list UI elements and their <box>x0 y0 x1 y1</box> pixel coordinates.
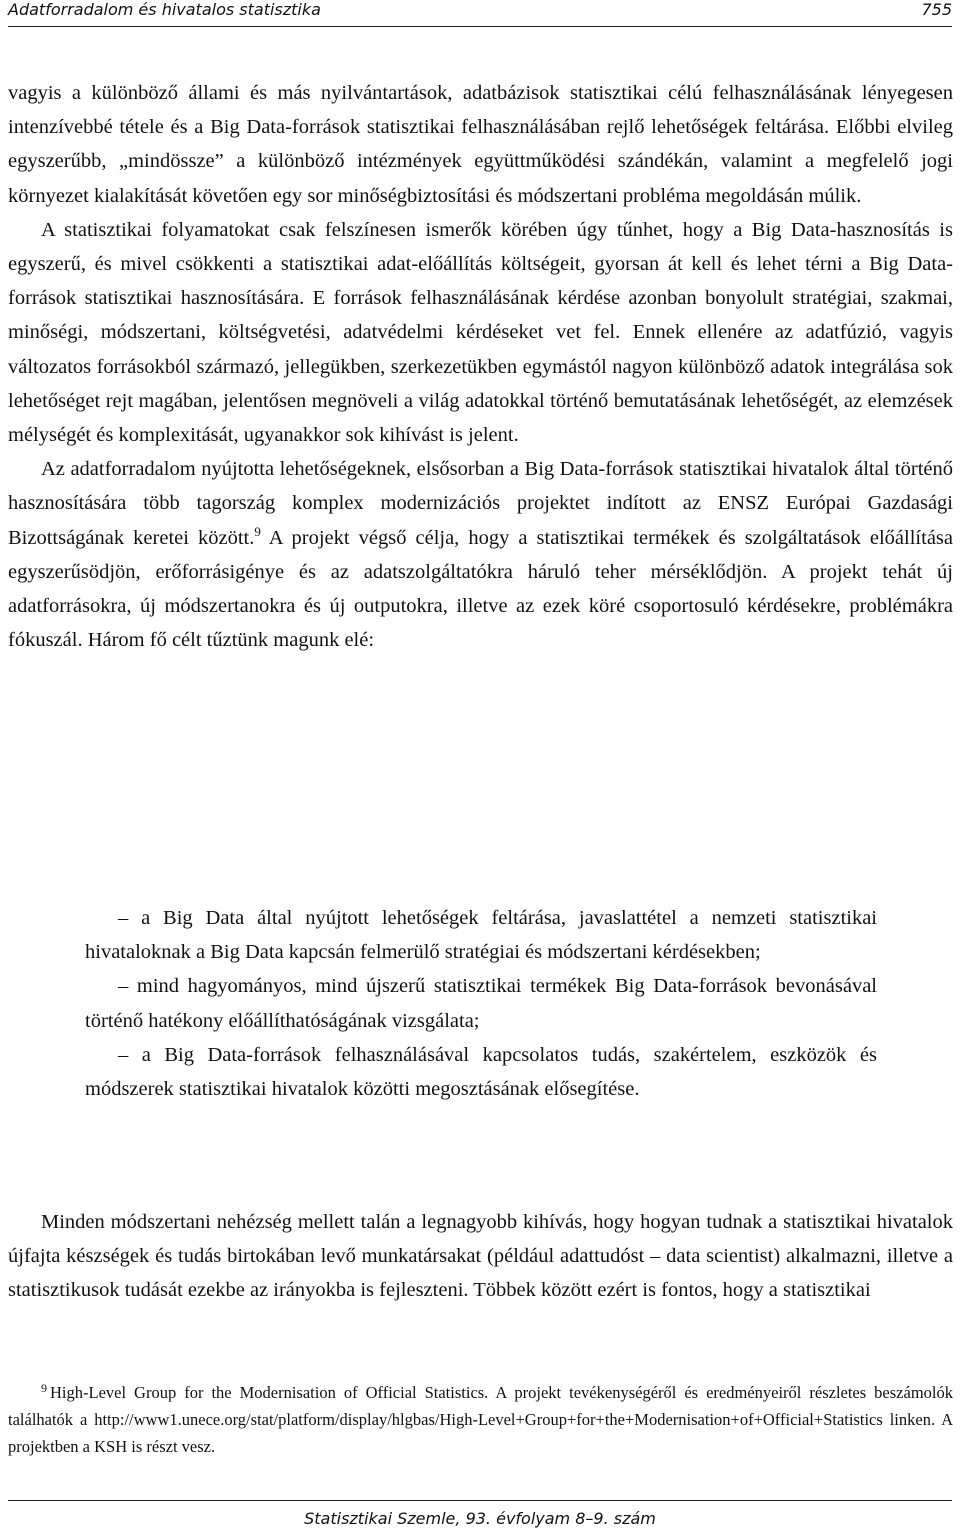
paragraph-3-text: Az adatforradalom nyújtotta lehetőségeknek, elsősorban a Big Data-források statisztikai hivatalok által történő hasznosítására több tagország komplex modernizációs projektet indított az ENSZ Európai Gazdasági Bizottságának keretei között. <box>8 458 953 549</box>
main-text <box>8 76 953 657</box>
footnote-text: High-Level Group for the Modernisation of Official Statistics. A projekt tevékenységéről és eredményeiről részletes beszámolók találhatók a http://www1.unece.org/stat/platform/display/hlgbas/High-Level+Group+for+the+Modernisation+of+Official+Statistics linken. A projektben a KSH is részt vesz. <box>8 1383 953 1456</box>
paragraph-3 <box>8 452 953 657</box>
list-item: – mind hagyományos, mind újszerű statisztikai termékek Big Data-források bevonásával történő hatékony előállíthatóságának vizsgálata; <box>85 975 877 1032</box>
footer-text: Statisztikai Szemle, 93. évfolyam 8–9. szám <box>304 1509 656 1528</box>
closing-text <box>8 1205 953 1308</box>
list-item: – a Big Data-források felhasználásával kapcsolatos tudás, szakértelem, eszközök és módszerek statisztikai hivatalok közötti megosztásának elősegítése. <box>85 1043 877 1101</box>
footnote-reference: 9 <box>254 523 261 539</box>
paragraph-2: A statisztikai folyamatokat csak felszínesen ismerők körében úgy tűnhet, hogy a Big Data-hasznosítás is egyszerű, és mivel csökkenti a statisztikai adat-előállítás költségeit, gyorsan át kell és lehet térni a Big Data-források statisztikai hasznosítására. E források felhasználásának kérdése azonban bonyolult stratégiai, szakmai, minőségi, módszertani, költségvetési, adatvédelmi kérdéseket vet fel. Ennek ellenére az adatfúzió, vagyis változatos forrásokból származó, jellegükben, szerkezetükben egymástól nagyon különböző adatok integrálása sok lehetőséget rejt magában, jelentősen megnöveli a világ adatokkal történő bemutatásának lehetőségét, az elemzések mélységét és komplexitását, ugyanakkor sok kihívást is jelent. <box>8 218 953 447</box>
running-footer <box>8 1500 952 1530</box>
footnotes <box>8 1375 953 1460</box>
paragraph-3-continued: A projekt végső célja, hogy a statisztikai termékek és szolgáltatások előállítása egyszerűsödjön, erőforrásigénye és az adatszolgáltatókra háruló teher mérséklődjön. A projekt tehát új adatforrásokra, új módszertanokra és új outputokra, illetve az ezek köré csoportosuló kérdésekre, problémákra fókuszál. Három fő célt tűztünk magunk elé: <box>8 526 953 652</box>
list-item: – a Big Data által nyújtott lehetőségek feltárása, javaslattétel a nemzeti statisztikai hivataloknak a Big Data kapcsán felmerülő stratégiai és módszertani kérdésekben; <box>85 907 877 964</box>
paragraph-1: vagyis a különböző állami és más nyilvántartások, adatbázisok statisztikai célú felhasználásának lényegesen intenzívebbé tétele és a Big Data-források statisztikai felhasználásában rejlő lehetőségek feltárása. Előbbi elvileg egyszerűbb, „mindössze” a különböző intézmények együttműködési szándékán, valamint a megfelelő jogi környezet kialakítását követően egy sor minőségbiztosítási és módszertani probléma megoldásán múlik. <box>8 82 953 207</box>
running-header <box>8 0 952 27</box>
footnote-number: 9 <box>41 1381 47 1395</box>
footnote-9 <box>8 1375 953 1460</box>
goals-list <box>85 901 877 1106</box>
paragraph-closing: Minden módszertani nehézség mellett talán a legnagyobb kihívás, hogy hogyan tudnak a statisztikai hivatalok újfajta készségek és tudás birtokában levő munkatársakat (például adattudóst – data scientist) alkalmazni, illetve a statisztikusok tudását ezekbe az irányokba is fejleszteni. Többek között ezért is fontos, hogy a statisztikai <box>8 1211 953 1302</box>
header-title: Adatforradalom és hivatalos statisztika <box>8 0 321 19</box>
page-number: 755 <box>921 0 952 19</box>
